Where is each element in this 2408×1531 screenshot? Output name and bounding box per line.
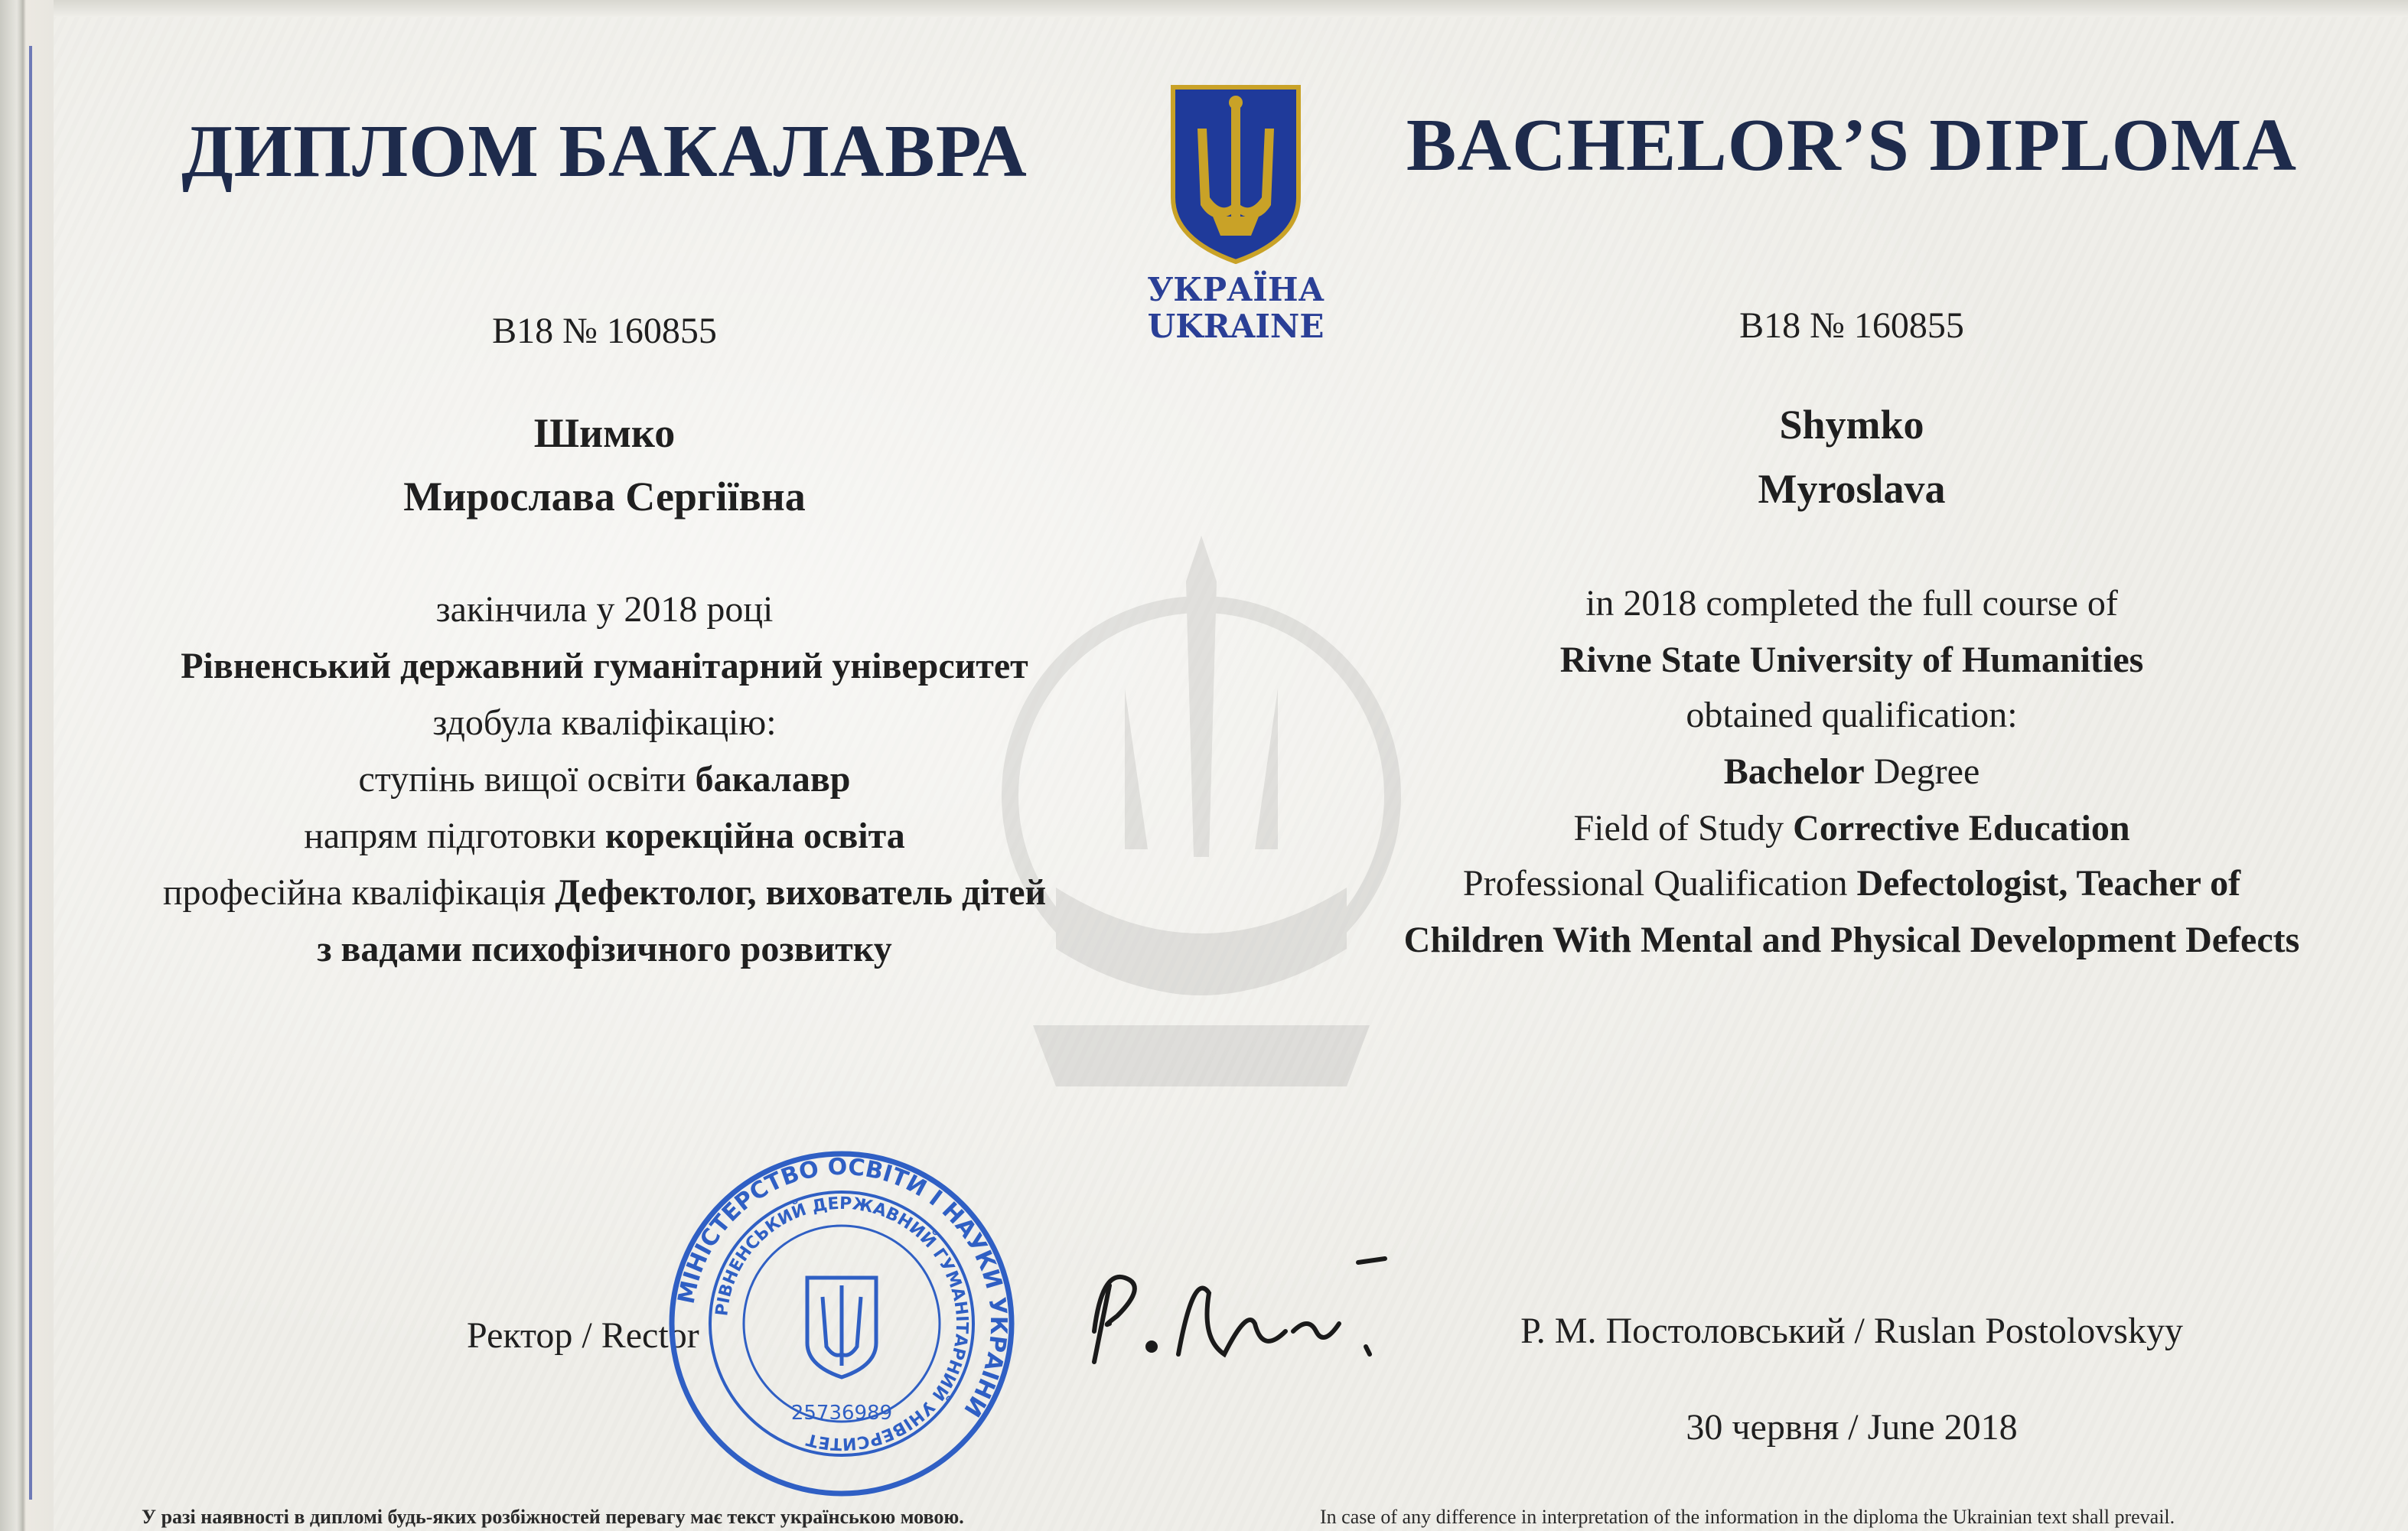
qualification-prefix-en: Professional Qualification (1462, 863, 1857, 904)
serial-number-en: В18 № 160855 (1739, 305, 1964, 346)
field-value-ua: корекційна освіта (605, 816, 905, 856)
degree-value-en: Bachelor (1723, 751, 1865, 792)
serial-number-ua: В18 № 160855 (492, 311, 717, 351)
field-value-en: Corrective Education (1793, 808, 2130, 849)
rector-label: Ректор / Rector (467, 1315, 699, 1356)
seal-outer-text: МІНІСТЕРСТВО ОСВІТИ І НАУКИ УКРАЇНИ (673, 1153, 1012, 1422)
degree-prefix-ua: ступінь вищої освіти (358, 759, 696, 800)
obtained-text-ua: здобула кваліфікацію: (432, 702, 777, 743)
footnote-en: In case of any difference in interpretation of the information in the diploma the Ukrainian text shall prevail. (1320, 1506, 2175, 1528)
diploma-title-ua: ДИПЛОМ БАКАЛАВРА (181, 110, 1028, 193)
qualification-value-en-2: Children With Mental and Physical Development Defects (1403, 920, 2300, 960)
completed-text-ua: закінчила у 2018 році (435, 589, 774, 630)
footnote-ua: У разі наявності в дипломі будь-яких розбіжностей перевагу має текст українською мовою. (142, 1506, 964, 1528)
field-line-en (1301, 800, 2403, 857)
surname-en: Shymko (1779, 402, 1924, 448)
completed-text-en: in 2018 completed the full course of (1585, 583, 2118, 624)
issue-date: 30 червня / June 2018 (1686, 1407, 2018, 1448)
qualification-line-en (1301, 855, 2403, 912)
field-line-ua (61, 808, 1148, 865)
seal-code: 25736989 (790, 1402, 893, 1425)
qualification-value-ua: Дефектолог, вихователь дітей (555, 872, 1047, 913)
university-name-en: Rivne State University of Humanities (1559, 640, 2144, 680)
degree-line-en (1301, 744, 2403, 800)
ukraine-label-en: UKRAINE (1147, 308, 1325, 345)
seal-inner-text: РІВНЕНСЬКИЙ ДЕРЖАВНИЙ ГУМАНІТАРНИЙ УНІВЕРСИТЕТ (712, 1194, 972, 1454)
qualification-value-en: Defectologist, Teacher of (1856, 863, 2241, 904)
surname-ua: Шимко (533, 410, 676, 456)
degree-value-ua: бакалавр (695, 759, 851, 800)
official-seal (666, 1148, 1018, 1500)
degree-line-ua (61, 751, 1148, 808)
field-prefix-en: Field of Study (1573, 808, 1794, 849)
qualification-prefix-ua: професійна кваліфікація (162, 872, 556, 913)
ukraine-coat-of-arms-icon (1167, 83, 1305, 266)
qualification-line-ua (61, 865, 1148, 921)
diploma-title-en: BACHELOR’S DIPLOMA (1406, 104, 2298, 187)
english-column (1301, 0, 2403, 1531)
field-prefix-ua: напрям підготовки (304, 816, 606, 856)
left-edge-binding (0, 0, 54, 1531)
given-names-en: Myroslava (1758, 466, 1946, 512)
given-names-ua: Мирослава Сергіївна (403, 474, 806, 520)
rector-signature (1079, 1239, 1400, 1393)
degree-suffix-en: Degree (1864, 751, 1980, 792)
rector-name: Р. М. Постоловський / Ruslan Postolovskyy (1520, 1311, 2183, 1351)
obtained-text-en: obtained qualification: (1686, 695, 2018, 735)
university-name-ua: Рівненський державний гуманітарний університет (181, 646, 1028, 686)
qualification-value-ua-2: з вадами психофізичного розвитку (317, 929, 892, 969)
ukraine-label-ua: УКРАЇНА (1147, 271, 1325, 308)
